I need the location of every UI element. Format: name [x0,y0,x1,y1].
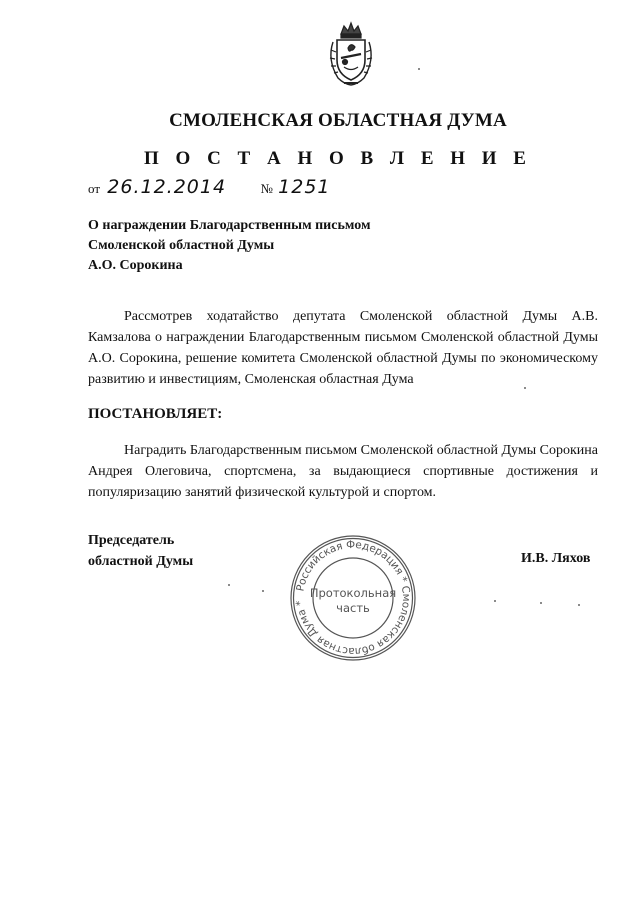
decision-paragraph: Наградить Благодарственным письмом Смоленской областной Думы Сорокина Андрея Олеговича, спортсмена, за выдающиеся спортивные достижения и популяризацию занятий физической культурой и спортом. [88,443,598,500]
signatory-title [88,530,193,572]
scan-speck [540,602,542,604]
stamp-outer-text: Российская Федерация * Смоленская областная Дума * [294,538,413,658]
scan-speck [228,584,230,586]
scan-speck [262,590,264,592]
preamble-paragraph: Рассмотрев ходатайство депутата Смоленской областной Думы А.В. Камзалова о награждении Благодарственным письмом Смоленской областной Думы А.О. Сорокина, решение комитета Смоленской областной Думы по экономическому развитию и инвестициям, Смоленская областная Дума [88,309,598,387]
handwritten-number: 1251 [278,176,331,198]
coat-of-arms-emblem [324,20,378,88]
resolves-heading: ПОСТАНОВЛЯЕТ: [88,406,223,422]
date-number-line [88,176,331,198]
scan-speck [418,68,420,70]
document-type-title: П О С Т А Н О В Л Е Н И Е [144,148,532,169]
document-subject [88,216,370,276]
scan-speck [578,604,580,606]
scan-speck [494,600,496,602]
number-prefix: № [260,181,273,196]
handwritten-date: 26.12.2014 [107,176,227,198]
signatory-title-line: областной Думы [88,554,194,569]
subject-line: Смоленской областной Думы [88,238,275,253]
stamp-inner-line: Протокольная [309,586,397,600]
official-stamp [288,533,418,663]
subject-line: О награждении Благодарственным письмом [88,218,371,233]
date-prefix: от [88,181,101,196]
signatory-title-line: Председатель [88,533,175,548]
organization-title: СМОЛЕНСКАЯ ОБЛАСТНАЯ ДУМА [169,110,507,131]
stamp-inner-line: часть [336,601,370,615]
subject-line: А.О. Сорокина [88,258,183,273]
signatory-name: И.В. Ляхов [521,551,591,566]
scan-speck [524,387,526,389]
